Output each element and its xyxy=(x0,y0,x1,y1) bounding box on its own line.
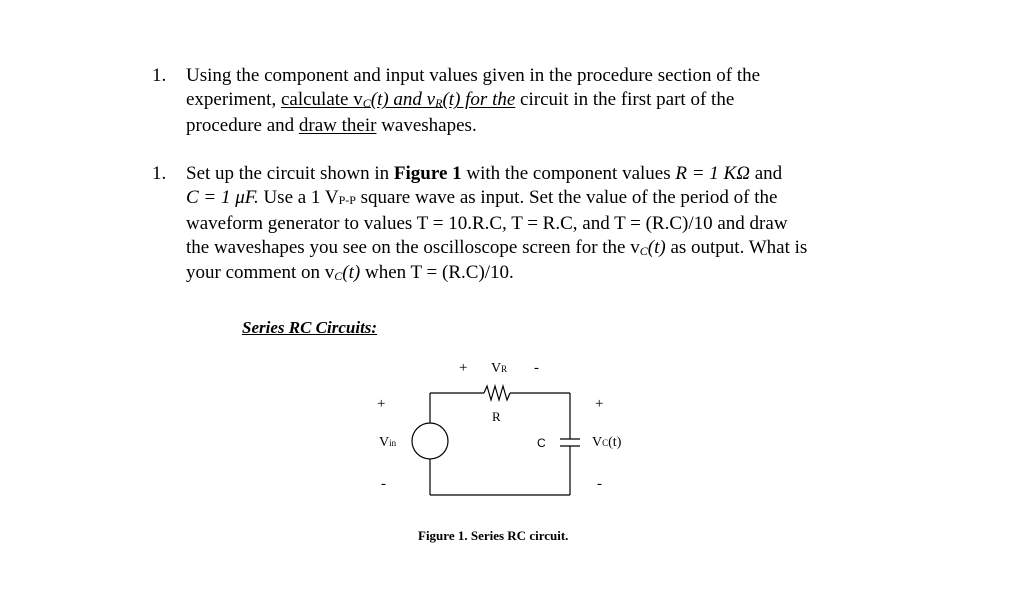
item-text xyxy=(186,162,807,286)
vin-plus-sign: + xyxy=(377,396,386,412)
text-line: the waveshapes you see on the oscilloscope screen for the vC(t) as output. What is xyxy=(186,236,808,258)
text-line: C = 1 μF. Use a 1 VP-P square wave as input. Set the value of the period of the xyxy=(186,187,778,209)
series-rc-circuit-diagram xyxy=(360,350,650,510)
vc-label: VC(t) xyxy=(592,435,622,450)
text-line: waveform generator to values T = 10.R.C, T = R.C, and T = (R.C)/10 and draw xyxy=(186,212,788,234)
figure-caption: Figure 1. Series RC circuit. xyxy=(418,528,569,543)
item-number: 1. xyxy=(152,65,167,86)
voltage-source-symbol xyxy=(412,423,448,459)
item-text xyxy=(186,64,760,138)
resistor-label: R xyxy=(492,409,501,424)
item-number: 1. xyxy=(152,163,167,184)
text-line: Using the component and input values given in the procedure section of the xyxy=(186,65,761,86)
text-line: procedure and draw their waveshapes. xyxy=(186,114,477,136)
section-heading: Series RC Circuits: xyxy=(242,318,378,337)
vin-minus-sign: - xyxy=(381,476,386,492)
vr-minus-sign: - xyxy=(534,360,539,376)
capacitor-label: C xyxy=(537,436,546,450)
vr-plus-sign: + xyxy=(459,360,468,376)
vin-label: Vin xyxy=(379,435,397,450)
resistor-symbol xyxy=(484,386,510,400)
vc-minus-sign: - xyxy=(597,476,602,492)
text-line: Set up the circuit shown in Figure 1 with the component values R = 1 KΩ and xyxy=(186,163,783,184)
vc-plus-sign: + xyxy=(595,396,604,412)
text-line: experiment, calculate vC(t) and vR(t) for the circuit in the first part of the xyxy=(186,89,735,111)
text-line: your comment on vC(t) when T = (R.C)/10. xyxy=(186,262,514,284)
vr-label: VR xyxy=(491,361,508,376)
